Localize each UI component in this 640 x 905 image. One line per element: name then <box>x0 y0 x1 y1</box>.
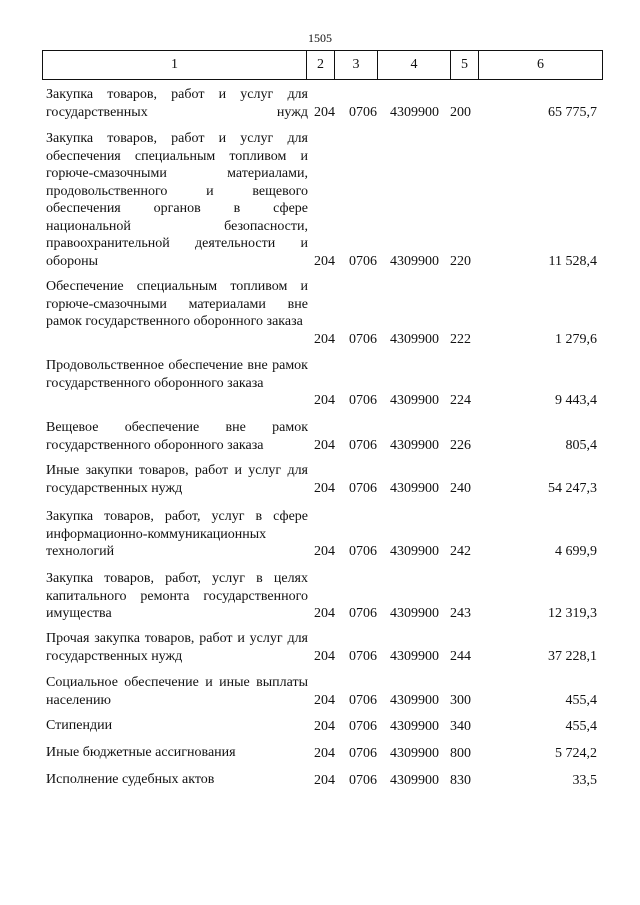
row-value-col2: 204 <box>314 437 335 453</box>
row-value-col2: 204 <box>314 692 335 708</box>
page-number: 1505 <box>308 31 332 45</box>
row-value-col3: 0706 <box>349 331 377 347</box>
row-label: Вещевое обеспечение вне рамок государственного оборонного заказа <box>46 420 308 453</box>
row-value-col5: 222 <box>450 331 471 347</box>
row-label: Стипендии <box>46 718 113 733</box>
row-value-col2: 204 <box>314 745 335 761</box>
row-value-col4: 4309900 <box>390 718 439 734</box>
row-value-col3: 0706 <box>349 648 377 664</box>
row-value-col5: 220 <box>450 253 471 269</box>
table-row <box>0 630 640 665</box>
row-value-col6: 33,5 <box>572 772 597 788</box>
row-value-col6: 805,4 <box>565 437 597 453</box>
row-value-col3: 0706 <box>349 745 377 761</box>
row-value-col3: 0706 <box>349 104 377 120</box>
row-value-col4: 4309900 <box>390 104 439 120</box>
row-value-col6: 65 775,7 <box>548 104 597 120</box>
row-value-col5: 240 <box>450 480 471 496</box>
row-value-col4: 4309900 <box>390 543 439 559</box>
table-row <box>0 717 640 735</box>
row-value-col4: 4309900 <box>390 692 439 708</box>
row-value-col5: 244 <box>450 648 471 664</box>
table-row <box>0 462 640 497</box>
column-header-1: 1 <box>43 51 307 80</box>
row-value-col4: 4309900 <box>390 331 439 347</box>
row-value-col6: 5 724,2 <box>555 745 597 761</box>
row-value-col5: 830 <box>450 772 471 788</box>
row-value-col2: 204 <box>314 104 335 120</box>
row-value-col3: 0706 <box>349 692 377 708</box>
table-row <box>0 86 640 121</box>
row-label: Социальное обеспечение и иные выплаты населению <box>46 675 308 708</box>
table-row <box>0 674 640 709</box>
row-value-col4: 4309900 <box>390 648 439 664</box>
row-value-col4: 4309900 <box>390 253 439 269</box>
row-value-col4: 4309900 <box>390 437 439 453</box>
row-value-col5: 242 <box>450 543 471 559</box>
row-value-col3: 0706 <box>349 392 377 408</box>
row-label: Закупка товаров, работ, услуг в сфере информационно-коммуникационных технологий <box>46 509 308 559</box>
table-row <box>0 130 640 270</box>
row-value-col3: 0706 <box>349 437 377 453</box>
row-value-col6: 1 279,6 <box>555 331 597 347</box>
row-value-col6: 455,4 <box>565 718 597 734</box>
row-value-col2: 204 <box>314 392 335 408</box>
row-value-col3: 0706 <box>349 480 377 496</box>
table-row <box>0 771 640 789</box>
row-value-col2: 204 <box>314 718 335 734</box>
row-value-col6: 54 247,3 <box>548 480 597 496</box>
row-value-col2: 204 <box>314 253 335 269</box>
row-label: Обеспечение специальным топливом и горюче-смазочными материалами вне рамок государственного оборонного заказа <box>46 279 308 329</box>
row-value-col5: 800 <box>450 745 471 761</box>
row-value-col5: 224 <box>450 392 471 408</box>
row-value-col3: 0706 <box>349 253 377 269</box>
row-value-col3: 0706 <box>349 772 377 788</box>
row-value-col5: 300 <box>450 692 471 708</box>
row-value-col6: 455,4 <box>565 692 597 708</box>
table-row <box>0 278 640 348</box>
row-label: Закупка товаров, работ, услуг в целях капитального ремонта государственного имущества <box>46 571 308 621</box>
row-value-col4: 4309900 <box>390 745 439 761</box>
row-label: Продовольственное обеспечение вне рамок государственного оборонного заказа <box>46 358 308 391</box>
row-value-col4: 4309900 <box>390 392 439 408</box>
table-row <box>0 419 640 454</box>
row-label: Закупка товаров, работ и услуг для обеспечения специальным топливом и горюче-смазочными материалами, продовольственного и вещевого обеспечения органов в сфере национальной безопасности, правоохранительной деятельности и обороны <box>46 131 308 269</box>
row-value-col6: 9 443,4 <box>555 392 597 408</box>
table-row <box>0 508 640 560</box>
row-value-col2: 204 <box>314 648 335 664</box>
column-header-2: 2 <box>307 51 335 80</box>
row-value-col2: 204 <box>314 331 335 347</box>
row-label: Иные закупки товаров, работ и услуг для государственных нужд <box>46 463 308 496</box>
row-value-col6: 37 228,1 <box>548 648 597 664</box>
row-value-col6: 4 699,9 <box>555 543 597 559</box>
column-header-3: 3 <box>335 51 378 80</box>
row-value-col3: 0706 <box>349 605 377 621</box>
row-value-col5: 340 <box>450 718 471 734</box>
table-row <box>0 570 640 622</box>
row-label: Закупка товаров, работ и услуг для государственных нужд <box>46 87 308 120</box>
table-row <box>0 744 640 762</box>
row-label: Иные бюджетные ассигнования <box>46 745 236 760</box>
row-value-col4: 4309900 <box>390 772 439 788</box>
row-value-col2: 204 <box>314 605 335 621</box>
row-value-col5: 243 <box>450 605 471 621</box>
row-value-col2: 204 <box>314 543 335 559</box>
row-label: Прочая закупка товаров, работ и услуг для государственных нужд <box>46 631 308 664</box>
table-row <box>0 357 640 409</box>
row-value-col2: 204 <box>314 480 335 496</box>
row-value-col4: 4309900 <box>390 605 439 621</box>
row-value-col4: 4309900 <box>390 480 439 496</box>
row-value-col5: 200 <box>450 104 471 120</box>
row-value-col3: 0706 <box>349 543 377 559</box>
row-value-col2: 204 <box>314 772 335 788</box>
row-label: Исполнение судебных актов <box>46 772 215 787</box>
row-value-col5: 226 <box>450 437 471 453</box>
row-value-col6: 11 528,4 <box>548 253 597 269</box>
row-value-col6: 12 319,3 <box>548 605 597 621</box>
column-header-4: 4 <box>378 51 451 80</box>
column-header-5: 5 <box>451 51 479 80</box>
column-header-6: 6 <box>479 51 603 80</box>
row-value-col3: 0706 <box>349 718 377 734</box>
